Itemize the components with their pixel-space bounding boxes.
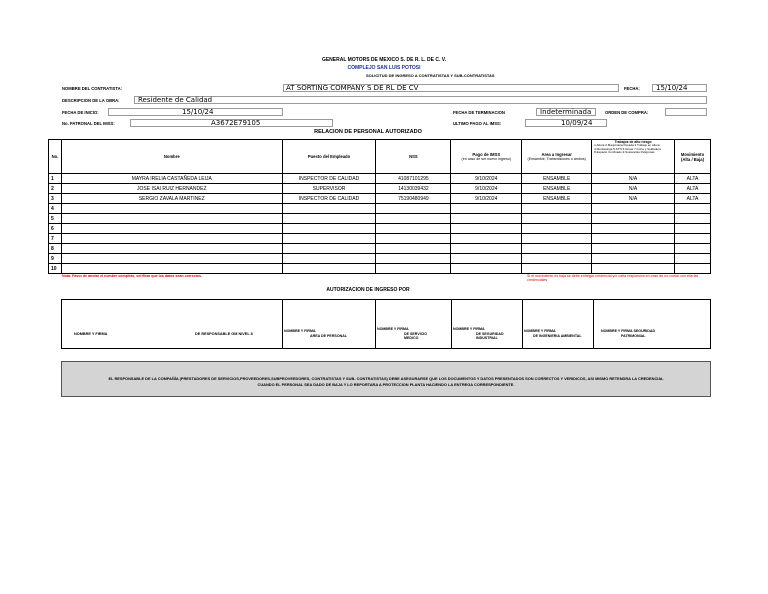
cell-puesto[interactable] xyxy=(282,214,376,224)
sig-gm[interactable] xyxy=(62,300,283,348)
inicio-value: 15/10/24 xyxy=(182,108,214,116)
cell-nss[interactable] xyxy=(376,264,451,274)
cell-puesto[interactable]: INSPECTOR DE CALIDAD xyxy=(282,194,376,204)
cell-nombre[interactable] xyxy=(61,244,282,254)
cell-nombre[interactable] xyxy=(61,234,282,244)
cell-nss[interactable] xyxy=(376,224,451,234)
cell-nombre[interactable]: JOSE ISAI RUIZ HERNANDEZ xyxy=(61,184,282,194)
cell-area[interactable] xyxy=(522,234,592,244)
sig-personal-a: NOMBRE Y FIRMA xyxy=(284,329,316,333)
orden-field[interactable] xyxy=(665,108,707,116)
col-area-title: Area a Ingresar xyxy=(541,152,572,157)
patronal-value: A3672E79105 xyxy=(211,119,261,127)
cell-no[interactable]: 6 xyxy=(49,224,62,234)
cell-nss[interactable]: 41087101295 xyxy=(376,174,451,184)
complex-title: COMPLEJO SAN LUIS POTOSI xyxy=(347,65,421,71)
pago-label: ULTIMO PAGO AL IMSS: xyxy=(453,121,502,126)
cell-puesto[interactable]: INSPECTOR DE CALIDAD xyxy=(282,174,376,184)
table-row xyxy=(49,204,711,214)
cell-nss[interactable]: 75190480949 xyxy=(376,194,451,204)
cell-area[interactable] xyxy=(522,244,592,254)
col-movimiento xyxy=(674,140,710,174)
cell-pago[interactable] xyxy=(451,214,522,224)
obra-value: Residente de Calidad xyxy=(138,96,213,104)
responsibility-notice xyxy=(61,361,711,397)
cell-mov[interactable] xyxy=(674,244,710,254)
cell-no[interactable]: 9 xyxy=(49,254,62,264)
cell-puesto[interactable] xyxy=(282,254,376,264)
cell-nss[interactable] xyxy=(376,234,451,244)
cell-mov[interactable] xyxy=(674,264,710,274)
section-title: RELACION DE PERSONAL AUTORIZADO xyxy=(314,129,422,135)
cell-pago[interactable]: 9/10/2024 xyxy=(451,194,522,204)
table-row xyxy=(49,254,711,264)
col-nss: NSS xyxy=(376,140,451,174)
authorization-signatures xyxy=(61,299,711,349)
cell-no[interactable]: 8 xyxy=(49,244,62,254)
cell-nombre[interactable] xyxy=(61,224,282,234)
cell-puesto[interactable] xyxy=(282,204,376,214)
termino-label: FECHA DE TERMINACION xyxy=(453,110,505,115)
cell-area[interactable]: ENSAMBLE xyxy=(522,174,592,184)
col-mov-sub: (Alta / Baja) xyxy=(680,156,705,162)
col-pago-sub: (en caso de ser nuevo ingreso) xyxy=(461,157,512,161)
cell-nombre[interactable] xyxy=(61,204,282,214)
fecha-value: 15/10/24 xyxy=(656,84,688,92)
col-puesto: Puesto del Empleado xyxy=(282,140,376,174)
cell-no[interactable]: 4 xyxy=(49,204,62,214)
contratista-field[interactable] xyxy=(283,84,619,92)
cell-mov[interactable] xyxy=(674,204,710,214)
fecha-label: FECHA: xyxy=(624,86,640,91)
obra-field[interactable] xyxy=(134,96,707,104)
cell-area[interactable] xyxy=(522,224,592,234)
auth-title: AUTORIZACION DE INGRESO POR xyxy=(326,287,410,293)
cell-area[interactable]: ENSAMBLE xyxy=(522,184,592,194)
fecha-field[interactable] xyxy=(652,84,707,92)
col-nombre: Nombre xyxy=(61,140,282,174)
sig-gm-a: NOMBRE Y FIRMA xyxy=(74,332,108,336)
sig-gm-b: DE RESPONSABLE GM NIVEL 8 xyxy=(195,332,253,336)
cell-no[interactable]: 3 xyxy=(49,194,62,204)
patronal-field[interactable] xyxy=(130,119,333,127)
cell-nombre[interactable]: SERGIO ZAVALA MARTINEZ xyxy=(61,194,282,204)
cell-nss[interactable] xyxy=(376,214,451,224)
col-trabajos-items: 1.Altura 2.Maquinaria Pesada 3.Trabajo en altura 4.Montacarga 5.STN 6.Gruas 7.Corte y Soldadura 8.Espacio Confinado 9.Sustancias Peligrosas xyxy=(594,143,661,155)
cell-pago[interactable] xyxy=(451,234,522,244)
notice-line2: CUANDO EL PERSONAL SEA DADO DE BAJA Y LO REPORTARA A PROTECCION PLANTA HACIENDO LA ENTREGA CORRESPONDIENTE. xyxy=(257,381,515,387)
sig-personal[interactable] xyxy=(283,300,376,348)
cell-area[interactable] xyxy=(522,254,592,264)
inicio-field[interactable] xyxy=(108,108,283,116)
obra-label: DESCRIPCION DE LA OBRA: xyxy=(62,98,120,103)
cell-trabajos[interactable]: N/A xyxy=(592,194,675,204)
inicio-label: FECHA DE INICIO: xyxy=(62,110,99,115)
company-title: GENERAL MOTORS DE MEXICO S. DE R. L. DE C. V. xyxy=(321,57,447,63)
sig-ambiental-a: NOMBRE Y FIRMA xyxy=(524,329,556,333)
cell-nombre[interactable]: MAYRA IRELIA CASTAÑEDA LEIJA xyxy=(61,174,282,184)
col-trabajos-title: Trabajos de alto riesgo xyxy=(614,140,652,144)
cell-no[interactable]: 7 xyxy=(49,234,62,244)
termino-field[interactable] xyxy=(536,108,596,116)
note-right: Si el movimiento es baja se debe entregar credencial y/o carta responsiva en caso de no contar con ella las credenciales xyxy=(527,274,699,283)
col-no: No. xyxy=(49,140,62,174)
sig-patrimonial[interactable] xyxy=(594,300,710,348)
cell-puesto[interactable] xyxy=(282,244,376,254)
cell-area[interactable] xyxy=(522,204,592,214)
col-mov-title: Movimiento xyxy=(680,151,705,157)
cell-no[interactable]: 2 xyxy=(49,184,62,194)
cell-nss[interactable] xyxy=(376,254,451,264)
contratista-value: AT SORTING COMPANY S DE RL DE CV xyxy=(286,84,419,92)
table-row xyxy=(49,264,711,274)
cell-trabajos[interactable]: N/A xyxy=(592,184,675,194)
cell-pago[interactable]: 9/10/2024 xyxy=(451,174,522,184)
cell-pago[interactable] xyxy=(451,254,522,264)
contratista-label: NOMBRE DEL CONTRATISTA: xyxy=(62,86,123,91)
cell-no[interactable]: 1 xyxy=(49,174,62,184)
cell-trabajos[interactable] xyxy=(592,204,675,214)
cell-puesto[interactable]: SUPERVISOR xyxy=(282,184,376,194)
cell-pago[interactable] xyxy=(451,244,522,254)
sig-patrimonial-a: NOMBRE Y FIRMA SEGURIDAD xyxy=(601,329,656,333)
cell-nombre[interactable] xyxy=(61,254,282,264)
cell-trabajos[interactable] xyxy=(592,224,675,234)
note-left: Nota: Favor de anotar el nombre completo, verificar que los datos sean correctos. xyxy=(62,274,202,278)
cell-nombre[interactable] xyxy=(61,214,282,224)
cell-mov[interactable] xyxy=(674,234,710,244)
table-row xyxy=(49,194,711,204)
table-row xyxy=(49,214,711,224)
cell-pago[interactable]: 9/10/2024 xyxy=(451,184,522,194)
sig-ambiental-b: DE INGENIERIA AMBIENTAL xyxy=(533,334,582,338)
cell-area[interactable] xyxy=(522,214,592,224)
cell-trabajos[interactable] xyxy=(592,214,675,224)
col-pago-title: Pago de IMSS xyxy=(472,152,501,157)
table-row xyxy=(49,174,711,184)
cell-puesto[interactable] xyxy=(282,224,376,234)
cell-mov[interactable] xyxy=(674,214,710,224)
cell-no[interactable]: 5 xyxy=(49,214,62,224)
cell-trabajos[interactable]: N/A xyxy=(592,174,675,184)
pago-field[interactable] xyxy=(525,119,607,127)
sig-personal-b: AREA DE PERSONAL xyxy=(310,334,348,338)
cell-mov[interactable] xyxy=(674,254,710,264)
col-trabajos xyxy=(592,140,675,174)
cell-trabajos[interactable] xyxy=(592,264,675,274)
cell-area[interactable]: ENSAMBLE xyxy=(522,194,592,204)
sig-seguridad-b: DE SEGURIDAD INDUSTRIAL xyxy=(476,332,504,341)
cell-trabajos[interactable] xyxy=(592,254,675,264)
cell-mov[interactable] xyxy=(674,224,710,234)
cell-trabajos[interactable] xyxy=(592,234,675,244)
cell-pago[interactable] xyxy=(451,204,522,214)
sig-patrimonial-b: PATRIMONIAL xyxy=(621,334,646,338)
sig-medico-a: NOMBRE Y FIRMA xyxy=(377,327,409,331)
pago-value: 10/09/24 xyxy=(561,119,593,127)
cell-mov[interactable]: ALTA xyxy=(674,184,710,194)
form-subtitle: SOLICITUD DE INGRESO A CONTRATISTAS Y SUB-CONTRATISTAS xyxy=(366,73,495,78)
table-row xyxy=(49,184,711,194)
cell-puesto[interactable] xyxy=(282,264,376,274)
orden-label: ORDEN DE COMPRA: xyxy=(605,110,649,115)
cell-nombre[interactable] xyxy=(61,264,282,274)
col-pago xyxy=(451,140,522,174)
col-area-sub: (Ensamble, Transmisiones o ambos) xyxy=(527,157,586,161)
col-area xyxy=(522,140,592,174)
table-row xyxy=(49,234,711,244)
patronal-label: No. PATRONAL DEL IMSS: xyxy=(62,121,115,126)
cell-pago[interactable] xyxy=(451,264,522,274)
table-row xyxy=(49,244,711,254)
sig-seguridad[interactable] xyxy=(452,300,523,348)
notice-line1: EL RESPONSABLE DE LA COMPAÑÍA (PRESTADORES DE SERVICIOS,PROVEEDORES,SUBPROVEEDORES, CONTRATISTAS Y SUB- CONTRATISTAS) DEBE ASEGURARSE QUE LOS DOCUMENTOS Y DATOS PRESENTADOS SON CORRECTOS Y VERIDICOS, ASI MISMO RETENDRA LA CREDENCIAL xyxy=(108,376,664,381)
cell-puesto[interactable] xyxy=(282,234,376,244)
sig-ambiental[interactable] xyxy=(523,300,594,348)
termino-value: Indeterminada xyxy=(540,108,592,116)
cell-nss[interactable] xyxy=(376,204,451,214)
cell-mov[interactable]: ALTA xyxy=(674,194,710,204)
table-row xyxy=(49,224,711,234)
cell-nss[interactable] xyxy=(376,244,451,254)
personal-table xyxy=(48,139,711,274)
cell-trabajos[interactable] xyxy=(592,244,675,254)
sig-medico[interactable] xyxy=(376,300,452,348)
cell-area[interactable] xyxy=(522,264,592,274)
sig-seguridad-a: NOMBRE Y FIRMA xyxy=(453,327,485,331)
cell-mov[interactable]: ALTA xyxy=(674,174,710,184)
cell-nss[interactable]: 14130039432 xyxy=(376,184,451,194)
sig-medico-b: DE SERVICIO MEDICO xyxy=(404,332,428,341)
cell-pago[interactable] xyxy=(451,224,522,234)
cell-no[interactable]: 10 xyxy=(49,264,62,274)
